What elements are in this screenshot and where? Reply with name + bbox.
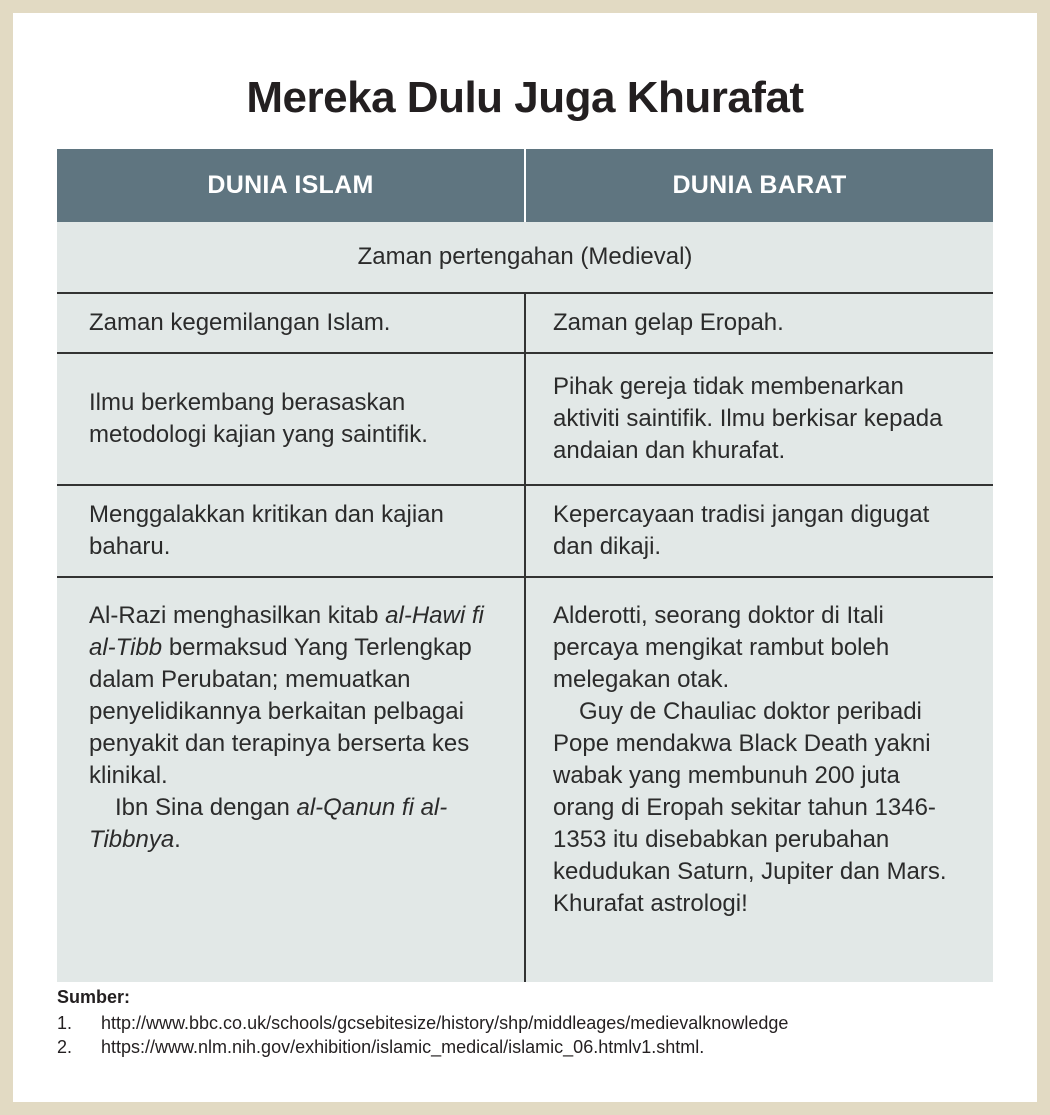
table-row <box>57 353 993 485</box>
sources-heading: Sumber: <box>57 987 131 1007</box>
era-label: Zaman pertengahan (Medieval) <box>57 222 993 293</box>
source-url: http://www.bbc.co.uk/schools/gcsebitesize/history/shp/middleages/medievalknowledge <box>101 1013 789 1033</box>
era-row <box>57 222 993 293</box>
cell-barat <box>525 577 993 982</box>
page-title: Mereka Dulu Juga Khurafat <box>246 73 804 122</box>
ibn-sina-paragraph: Ibn Sina dengan al-Qanun fi al-Tibbnya. <box>89 794 448 853</box>
table-row <box>57 293 993 353</box>
book-title-al-qanun: al-Qanun fi al-Tibbnya <box>89 794 448 853</box>
guy-de-chauliac-paragraph: Guy de Chauliac doktor peribadi Pope mendakwa Black Death yakni wabak yang membunuh 200 juta orang di Eropah sekitar tahun 1346-1353 itu disebabkan perubahan kedudukan Saturn, Jupiter dan Mars. Khurafat astrologi! <box>553 698 947 917</box>
source-item <box>57 1011 1017 1035</box>
infographic-card <box>13 13 1037 1102</box>
table-row <box>57 485 993 577</box>
header-dunia-barat: DUNIA BARAT <box>525 149 993 222</box>
table-row <box>57 577 993 982</box>
cell-islam: Menggalakkan kritikan dan kajian baharu. <box>57 485 525 577</box>
cell-barat: Kepercayaan tradisi jangan digugat dan dikaji. <box>525 485 993 577</box>
source-item <box>57 1035 1017 1059</box>
source-number: 2. <box>57 1037 73 1057</box>
al-razi-paragraph: Al-Razi menghasilkan kitab al-Hawi fi al-Tibb bermaksud Yang Terlengkap dalam Perubatan; memuatkan penyelidikannya berkaitan pelbagai penyakit dan terapinya berserta kes klinikal. <box>89 602 484 789</box>
comparison-table <box>57 149 993 982</box>
header-dunia-islam: DUNIA ISLAM <box>57 149 525 222</box>
cell-islam <box>57 577 525 982</box>
alderotti-paragraph: Alderotti, seorang doktor di Itali percaya mengikat rambut boleh melegakan otak. <box>553 602 890 693</box>
header-row <box>57 149 993 222</box>
source-number: 1. <box>57 1013 73 1033</box>
cell-islam: Ilmu berkembang berasaskan metodologi kajian yang saintifik. <box>57 353 525 485</box>
sources-section <box>57 985 1017 1059</box>
cell-islam: Zaman kegemilangan Islam. <box>57 293 525 353</box>
cell-barat: Zaman gelap Eropah. <box>525 293 993 353</box>
book-title-al-hawi: al-Hawi fi al-Tibb <box>89 602 484 661</box>
source-url: https://www.nlm.nih.gov/exhibition/islamic_medical/islamic_06.htmlv1.shtml. <box>101 1037 705 1057</box>
cell-barat: Pihak gereja tidak membenarkan aktiviti saintifik. Ilmu berkisar kepada andaian dan khurafat. <box>525 353 993 485</box>
